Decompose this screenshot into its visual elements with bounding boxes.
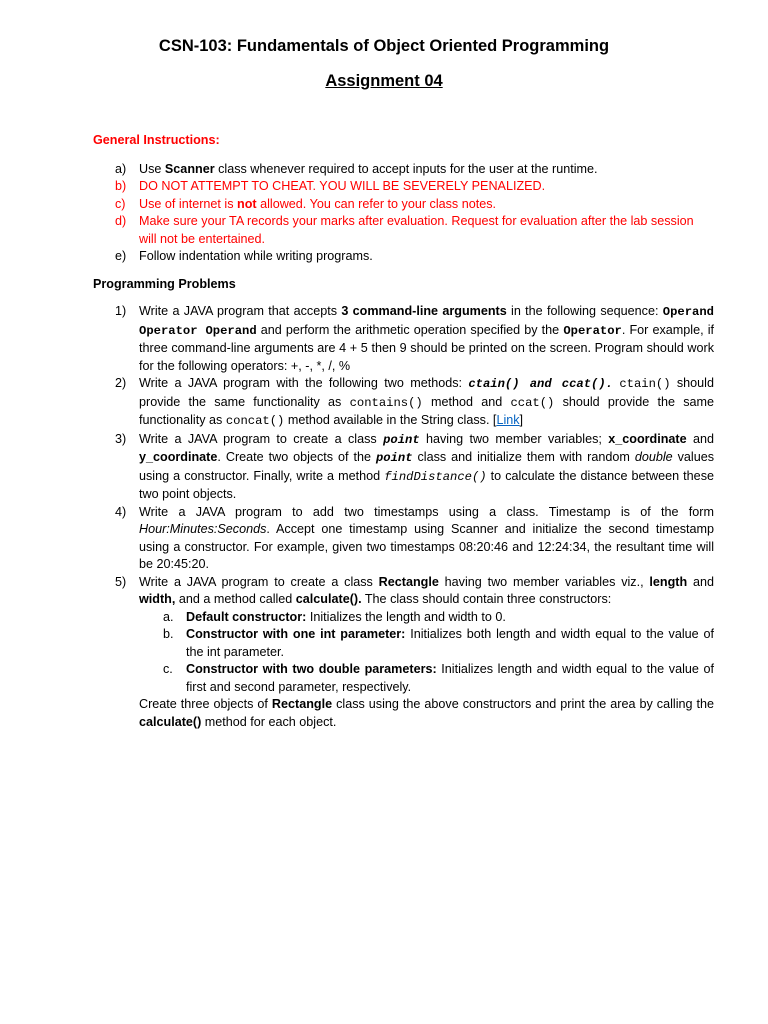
problem-3 [93, 431, 714, 504]
text-run: and perform the arithmetic operation specified by the [256, 322, 564, 337]
text-run: method and [422, 394, 511, 409]
text-run: and a method called [175, 592, 296, 606]
bold-run: y_coordinate [139, 450, 218, 464]
list-marker: 3) [115, 431, 127, 446]
bold-run: Default constructor: [186, 609, 307, 624]
code-run: ctain() and ccat(). [468, 377, 613, 391]
bold-run: Rectangle [271, 697, 333, 711]
text-run: ] [519, 413, 524, 427]
list-marker: c) [115, 196, 126, 211]
code-run: concat() [225, 414, 285, 428]
list-marker: d) [115, 214, 127, 228]
text-run: Write a JAVA program that accepts [139, 304, 342, 318]
list-marker: e) [115, 249, 127, 263]
list-marker: b. [163, 627, 174, 641]
text-run: method for each object. [201, 714, 337, 729]
text-run: allowed. You can refer to your class notes. [256, 196, 497, 211]
list-marker: a. [163, 609, 174, 624]
text-run: method available in the String class. [ [284, 413, 497, 427]
text-run: Write a JAVA program with the following two methods: [139, 376, 469, 390]
text-run: The class should contain three constructors: [361, 592, 612, 606]
instruction-a [93, 161, 714, 179]
problems-list [93, 303, 714, 731]
bold-run: Constructor with one int parameter: [186, 627, 406, 641]
bold-run: Constructor with two double parameters: [186, 662, 437, 676]
bold-run: 3 command-line arguments [341, 304, 507, 318]
text-run: should provide the same functionality as [139, 376, 714, 409]
code-run: point [375, 451, 413, 465]
list-marker: 2) [115, 376, 127, 390]
problem-4 [93, 504, 714, 574]
problem-2 [93, 375, 714, 431]
text-run: Create three objects of [139, 697, 272, 711]
code-run: point [383, 432, 420, 447]
text-run: class using the above constructors and print the area by calling the [332, 697, 715, 711]
italic-run: Hour:Minutes:Seconds [139, 522, 267, 536]
code-run: contains() [349, 395, 423, 410]
text-run: Use of internet is [139, 196, 237, 211]
list-marker: a) [115, 161, 127, 176]
text-run: to calculate the distance between these two point objects. [139, 468, 714, 501]
code-run: findDistance() [384, 469, 487, 484]
bold-run: Scanner [164, 161, 215, 176]
instruction-b [93, 178, 714, 196]
text-run: Use [139, 161, 165, 176]
text-run: and [687, 574, 714, 589]
text-run: DO NOT ATTEMPT TO CHEAT. YOU WILL BE SEVERELY PENALIZED. [139, 179, 546, 193]
text-run: and [686, 431, 714, 446]
text-run: Initializes length and width equal to the value of first and second parameter, respectively. [186, 662, 714, 694]
text-run: . Accept one timestamp using Scanner and initialize the second timestamp using a constructor. For example, given two timestamps 08:20:46 and 12:24:34, the resultant time will be 20:45:20. [139, 522, 714, 571]
bold-run: Rectangle [378, 574, 439, 589]
instruction-c [93, 196, 714, 214]
code-run: Operand Operator Operand [139, 305, 714, 338]
text-run: class whenever required to accept inputs for the user at the runtime. [214, 161, 598, 176]
reference-link[interactable]: Link [496, 413, 520, 427]
bold-run: width, [139, 592, 176, 606]
italic-run: double [634, 450, 673, 464]
assignment-subtitle: Assignment 04 [325, 72, 443, 90]
text-run: in the following sequence: [506, 304, 663, 318]
text-run: Initializes the length and width to 0. [306, 609, 506, 624]
text-run: Write a JAVA program to add two timestamps using a class. Timestamp is of the form [139, 504, 714, 519]
constructor-list [139, 609, 714, 697]
text-run: Initializes both length and width equal to the value of the int parameter. [186, 627, 714, 659]
bold-run: not [237, 196, 257, 211]
problem-5 [93, 574, 714, 732]
list-marker: 5) [115, 574, 127, 589]
programming-problems-heading: Programming Problems [93, 276, 236, 291]
text-run: . For example, if three command-line arguments are 4 + 5 then 9 should be printed on the screen. Program should work for the following operators: +, -, *, /, % [139, 322, 714, 373]
list-marker: 4) [115, 504, 127, 519]
text-run: Follow indentation while writing programs. [139, 249, 373, 263]
text-run: having two member variables; [419, 431, 609, 446]
text-run: should provide the same functionality as [139, 394, 714, 427]
document-body [93, 132, 714, 731]
list-marker: c. [163, 662, 173, 676]
general-instructions-heading: General Instructions: [93, 133, 220, 147]
instruction-d [93, 213, 714, 248]
instructions-list [93, 161, 714, 266]
instruction-e [93, 248, 714, 266]
text-run: class and initialize them with random [412, 450, 635, 464]
list-marker: b) [115, 179, 127, 193]
bold-run: length [649, 574, 688, 589]
text-run: . Create two objects of the [217, 450, 376, 464]
page-title: CSN-103: Fundamentals of Object Oriented Programming [158, 37, 610, 55]
text-run: values using a constructor. Finally, write a method [139, 450, 714, 483]
constructor-item-b [139, 626, 714, 661]
constructor-item-c [139, 661, 714, 696]
bold-run: calculate(). [295, 592, 362, 606]
code-run: ccat() [510, 395, 555, 410]
text-run: Make sure your TA records your marks after evaluation. Request for evaluation after the lab session will not be entertained. [139, 214, 694, 246]
list-marker: 1) [115, 304, 127, 318]
text-run: Write a JAVA program to create a class [139, 431, 384, 446]
bold-run: x_coordinate [608, 431, 687, 446]
code-run: ctain() [619, 377, 671, 391]
text-run: having two member variables viz., [438, 574, 650, 589]
problem-1 [93, 303, 714, 375]
constructor-item-a [139, 609, 714, 627]
bold-run: calculate() [139, 714, 202, 729]
text-run: Write a JAVA program to create a class [139, 574, 379, 589]
code-run: Operator [563, 323, 622, 338]
